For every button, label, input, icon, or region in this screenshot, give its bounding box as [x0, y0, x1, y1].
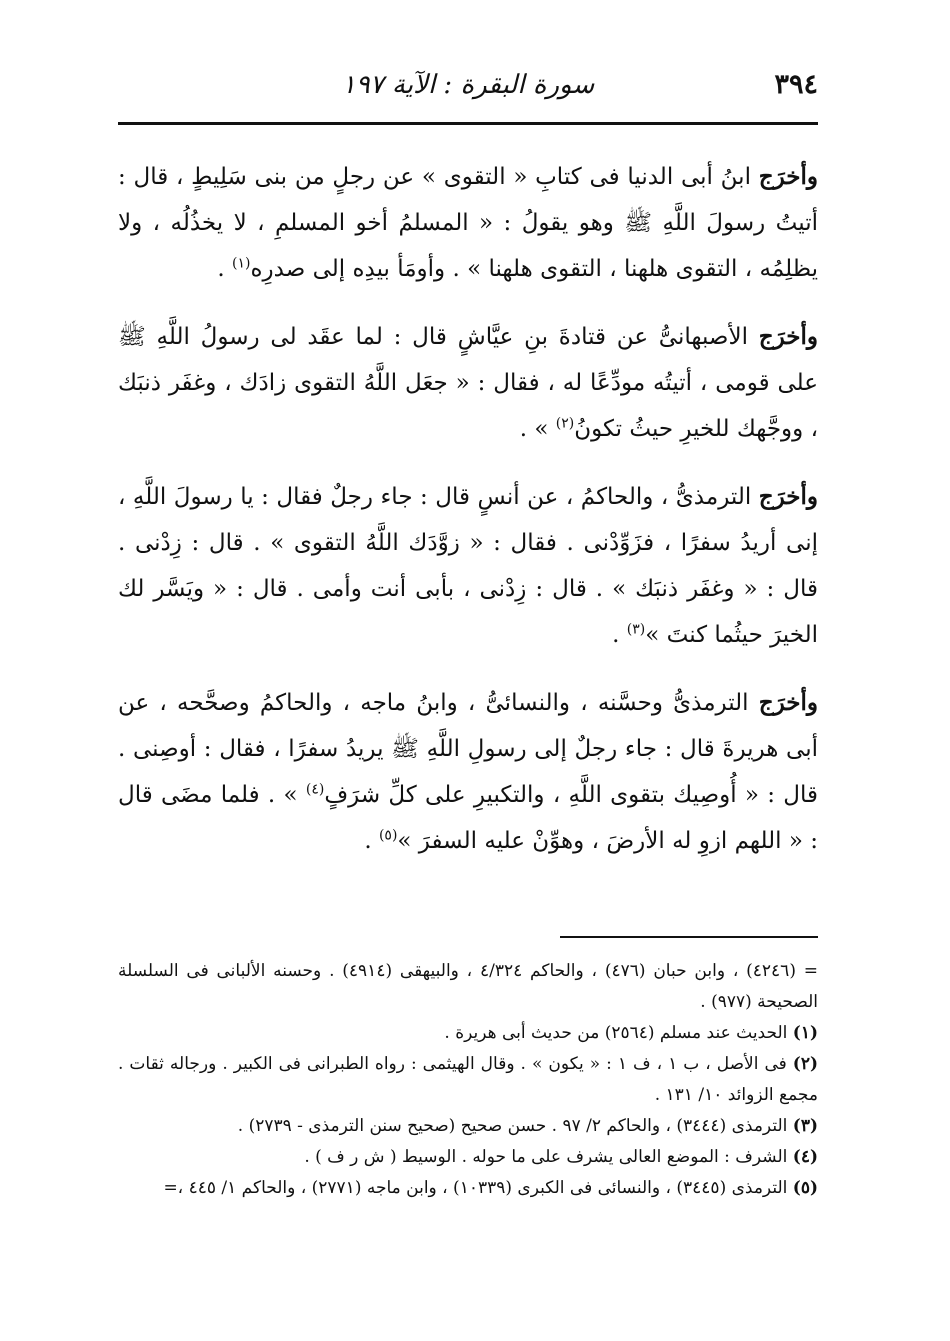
- page-header: [118, 56, 818, 114]
- paragraph-opener: وأخرَج: [758, 483, 819, 510]
- footnote-number: (٥): [792, 1178, 818, 1198]
- paragraph-3: [118, 474, 818, 658]
- footnote-rule: [560, 936, 818, 938]
- footnote-continuation: [118, 956, 818, 1018]
- book-page: [118, 56, 818, 1256]
- footnote-ref[interactable]: (١): [232, 255, 251, 272]
- footnote-2: [118, 1049, 818, 1111]
- running-title: سورة البقرة : الآية ١٩٧: [341, 70, 595, 100]
- footnote-ref[interactable]: (٣): [626, 621, 646, 638]
- footnote-number: (١): [792, 1023, 818, 1043]
- paragraph-body: الترمذىُّ وحسَّنه ، والنسائىُّ ، وابنُ ماجه ، والحاكمُ وصحَّحه ، عن أبى هريرةَ قال : جاء رجلٌ إلى رسولِ اللَّهِ ﷺ يريدُ سفرًا ، فقال : أوصِنى . قال : « أُوصِيك بتقوى اللَّهِ ، والتكبيرِ على كلِّ شرَفٍ: [118, 690, 818, 808]
- footnote-5: [118, 1173, 818, 1204]
- footnote-text: الترمذى (٣٤٤٤) ، والحاكم ٢/ ٩٧ . حسن صحيح (صحيح سنن الترمذى - ٢٧٣٩) .: [237, 1116, 793, 1136]
- paragraph-tail: .: [217, 256, 233, 282]
- paragraph-opener: وأخرَج: [758, 323, 819, 350]
- paragraph-opener: وأخرَج: [758, 689, 818, 716]
- footnote-ref[interactable]: (٥): [378, 827, 398, 844]
- paragraph-tail: » . فلما مضَى قال : « اللهم ازوِ له الأرضَ ، وهوِّنْ عليه السفرَ »: [118, 782, 818, 854]
- footnote-ref[interactable]: (٢): [555, 415, 575, 432]
- footnote-number: (٢): [792, 1054, 818, 1074]
- footnote-4: [118, 1142, 818, 1173]
- footnotes: [118, 956, 818, 1204]
- main-text: [118, 154, 818, 886]
- footnote-text: = (٤٢٤٦) ، وابن حبان (٤٧٦) ، والحاكم ٤/٣٢٤ ، والبيهقى (٤٩١٤) . وحسنه الألبانى فى السلسلة الصحيحة (٩٧٧) .: [118, 961, 818, 1012]
- paragraph-tail: .: [612, 622, 627, 648]
- paragraph-tail: » .: [519, 416, 556, 442]
- paragraph-2: [118, 314, 818, 452]
- footnote-text: الحديث عند مسلم (٢٥٦٤) من حديث أبى هريرة .: [444, 1023, 793, 1043]
- footnote-1: [118, 1018, 818, 1049]
- footnote-ref[interactable]: (٤): [305, 781, 325, 798]
- paragraph-opener: وأخرَج: [758, 163, 819, 190]
- footnote-text: فى الأصل ، ب ١ ، ف ١ : « يكون » . وقال الهيثمى : رواه الطبرانى فى الكبير . ورجاله ثقات . مجمع الزوائد ١٠/ ١٣١ .: [118, 1054, 818, 1105]
- paragraph-body: الترمذىُّ ، والحاكمُ ، عن أنسٍ قال : جاء رجلٌ فقال : يا رسولَ اللَّهِ ، إنى أريدُ سفرًا ، فزَوِّدْنى . فقال : « زوَّدَك اللَّهُ التقوى » . قال : زِدْنى . قال : « وغفَر ذنبَك » . قال : زِدْنى ، بأبى أنت وأمى . قال : « ويَسَّر لك الخيرَ حيثُما كنتَ »: [118, 484, 818, 648]
- paragraph-tail: .: [364, 828, 379, 854]
- page-number: ٣٩٤: [774, 69, 818, 100]
- header-rule: [118, 122, 818, 125]
- footnote-3: [118, 1111, 818, 1142]
- footnote-number: (٣): [792, 1116, 818, 1136]
- paragraph-4: [118, 680, 818, 864]
- paragraph-body: ابنُ أبى الدنيا فى كتابِ « التقوى » عن رجلٍ من بنى سَلِيطٍ ، قال : أتيتُ رسولَ اللَّهِ ﷺ وهو يقولُ : « المسلمُ أخو المسلمِ ، لا يخذُلُه ، ولا يظلِمُه ، التقوى هلهنا ، التقوى هلهنا » . وأومَأ بيدِه إلى صدرِه: [118, 164, 818, 282]
- footnote-text: الشرف : الموضع العالى يشرف على ما حوله . الوسيط ( ش ر ف ) .: [304, 1147, 793, 1167]
- footnote-number: (٤): [792, 1147, 818, 1167]
- paragraph-body: الأصبهانىُّ عن قتادةَ بنِ عيَّاشٍ قال : لما عقَد لى رسولُ اللَّهِ ﷺ على قومى ، أتيتُه مودِّعًا له ، فقال : « جعَل اللَّهُ التقوى زادَك ، وغفَر ذنبَك ، ووجَّهك للخيرِ حيثُ تكونُ: [118, 324, 818, 442]
- footnote-text: الترمذى (٣٤٤٥) ، والنسائى فى الكبرى (١٠٣٣٩) ، وابن ماجه (٢٧٧١) ، والحاكم ١/ ٤٤٥ ،=: [163, 1178, 793, 1198]
- paragraph-1: [118, 154, 818, 292]
